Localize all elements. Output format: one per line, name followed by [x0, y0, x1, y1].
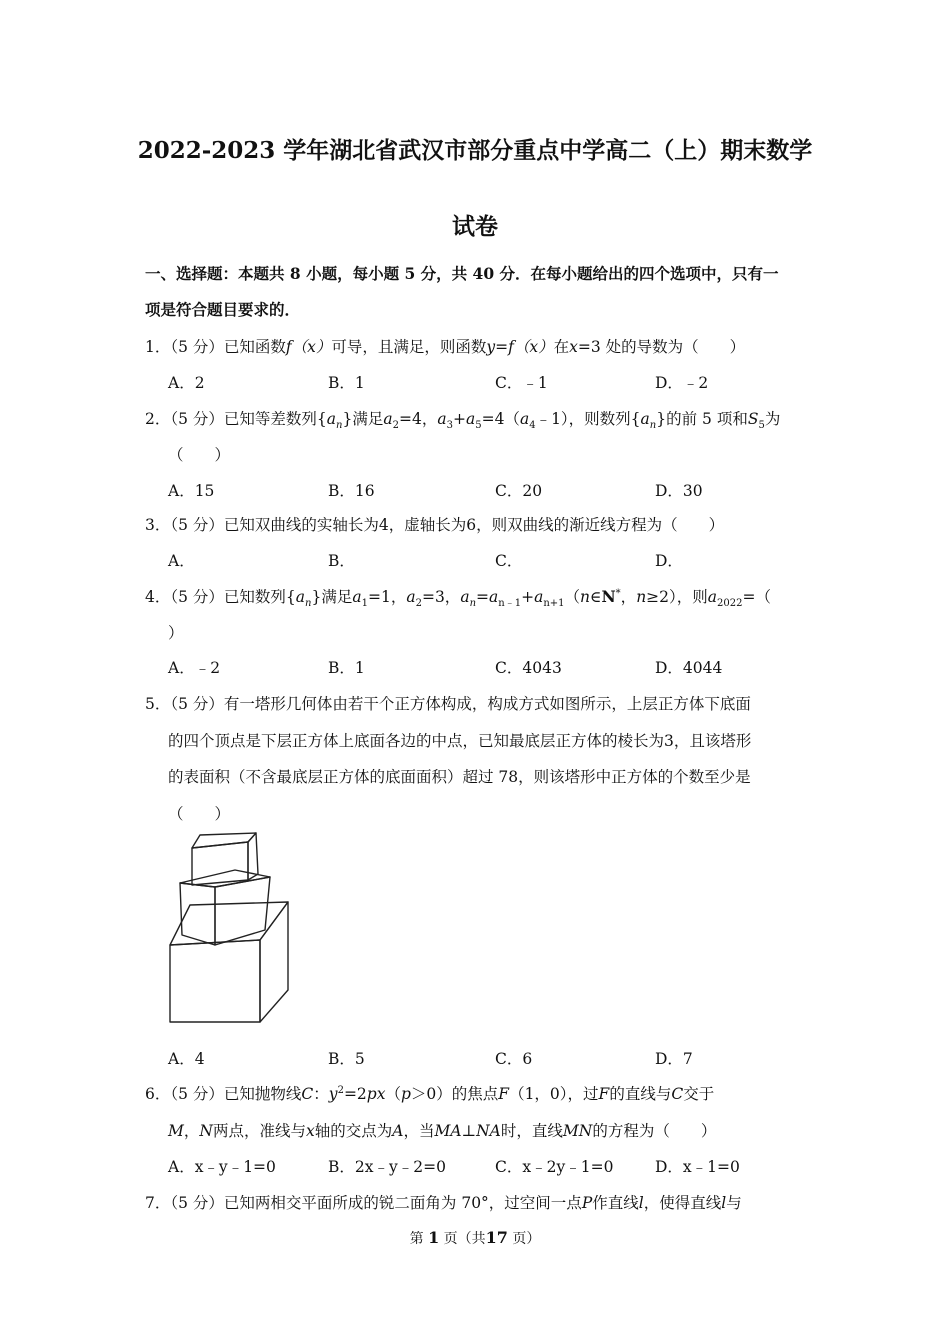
question-5-cont-2: 的表面积（不含最底层正方体的底面面积）超过 78，则该塔形中正方体的个数至少是 — [168, 768, 751, 786]
page-total: 17 — [485, 1228, 508, 1247]
q6-option-a: A．x﹣y﹣1=0 — [168, 1158, 276, 1176]
q6-option-b: B．2x﹣y﹣2=0 — [328, 1158, 446, 1176]
question-6: 6．（5 分）已知抛物线C：$y^2=2px(p>0)$的焦点F（1，0），过F的直线与C交于 — [145, 1084, 715, 1103]
q3-option-b: B． — [328, 552, 355, 570]
q1-option-d: D．﹣2 — [655, 374, 709, 392]
q5-option-d: D．7 — [655, 1050, 693, 1068]
question-3: 3．（5 分）已知双曲线的实轴长为4，虚轴长为6，则双曲线的渐近线方程为（ ） — [145, 516, 725, 534]
page-number: 1 — [428, 1228, 440, 1247]
q4-option-c: C．4043 — [495, 659, 562, 677]
q6-option-d: D．x﹣1=0 — [655, 1158, 740, 1176]
q2-option-d: D．30 — [655, 482, 703, 500]
question-5-cont-3: （ ） — [168, 805, 231, 823]
q1-option-c: C．﹣1 — [495, 374, 548, 392]
q5-option-a: A．4 — [168, 1050, 205, 1068]
q2-option-b: B．16 — [328, 482, 375, 500]
page-footer: 第 1 页（共17 页） — [409, 1228, 541, 1247]
q2-option-c: C．20 — [495, 482, 543, 500]
bottom-cube-front — [170, 940, 260, 1022]
question-7: 7．（5 分）已知两相交平面所成的锐二面角为 70°，过空间一点P作直线l，使得直线l与 — [145, 1194, 742, 1212]
tower-cube-figure — [160, 830, 300, 1030]
question-5-cont-1: 的四个顶点是下层正方体上底面各边的中点，已知最底层正方体的棱长为3，且该塔形 — [168, 732, 752, 750]
bottom-cube-top — [170, 902, 288, 945]
question-2-cont: （ ） — [168, 446, 231, 464]
q2-option-a: A．15 — [168, 482, 215, 500]
section-heading-cont: 项是符合题目要求的． — [145, 300, 301, 319]
question-4-cont: ） — [168, 624, 184, 642]
middle-cube-right — [215, 877, 270, 945]
q5-option-b: B．5 — [328, 1050, 365, 1068]
section-heading: 一、选择题：本题共 8 小题，每小题 5 分，共 40 分．在每小题给出的四个选项中，只有一 — [145, 264, 779, 283]
q3-option-d: D． — [655, 552, 683, 570]
question-4: 4．（5 分）已知数列$\{a_n\}$满足$a_1=1$，$a_2=3$，$a_n=a_{n﹣1}+a_{n+1}(n\in N^*$，n≥2），则$a_{2022}=$（ — [145, 587, 771, 610]
q3-option-c: C． — [495, 552, 523, 570]
q4-option-b: B．1 — [328, 659, 365, 677]
top-cube-top — [192, 833, 256, 848]
question-2: 2．（5 分）已知等差数列$\{a_n\}$满足$a_2=4$，$a_3+a_5=4(a_4﹣1)$，则数列$\{a_n\}$的前 5 项和$S_5$为 — [145, 410, 781, 432]
q3-option-a: A． — [168, 552, 195, 570]
question-6-cont: M，N两点，准线与x轴的交点为A，当MA⊥NA时，直线MN的方程为（ ） — [168, 1122, 717, 1140]
q1-option-a: A．2 — [168, 374, 205, 392]
question-5: 5．（5 分）有一塔形几何体由若干个正方体构成，构成方式如图所示，上层正方体下底面 — [145, 695, 751, 713]
q4-option-a: A．﹣2 — [168, 659, 221, 677]
q4-option-d: D．4044 — [655, 659, 723, 677]
q5-option-c: C．6 — [495, 1050, 533, 1068]
question-1: 1．（5 分）已知函数f（x）可导，且满足，则函数y=f（x）在x=3 处的导数为（ ） — [145, 338, 746, 356]
title-line-2: 试卷 — [452, 213, 498, 240]
q1-option-b: B．1 — [328, 374, 365, 392]
q6-option-c: C．x﹣2y﹣1=0 — [495, 1158, 614, 1176]
bottom-cube-side — [260, 902, 288, 1022]
title-line-1: 2022-2023 学年湖北省武汉市部分重点中学高二（上）期末数学 — [137, 137, 813, 164]
